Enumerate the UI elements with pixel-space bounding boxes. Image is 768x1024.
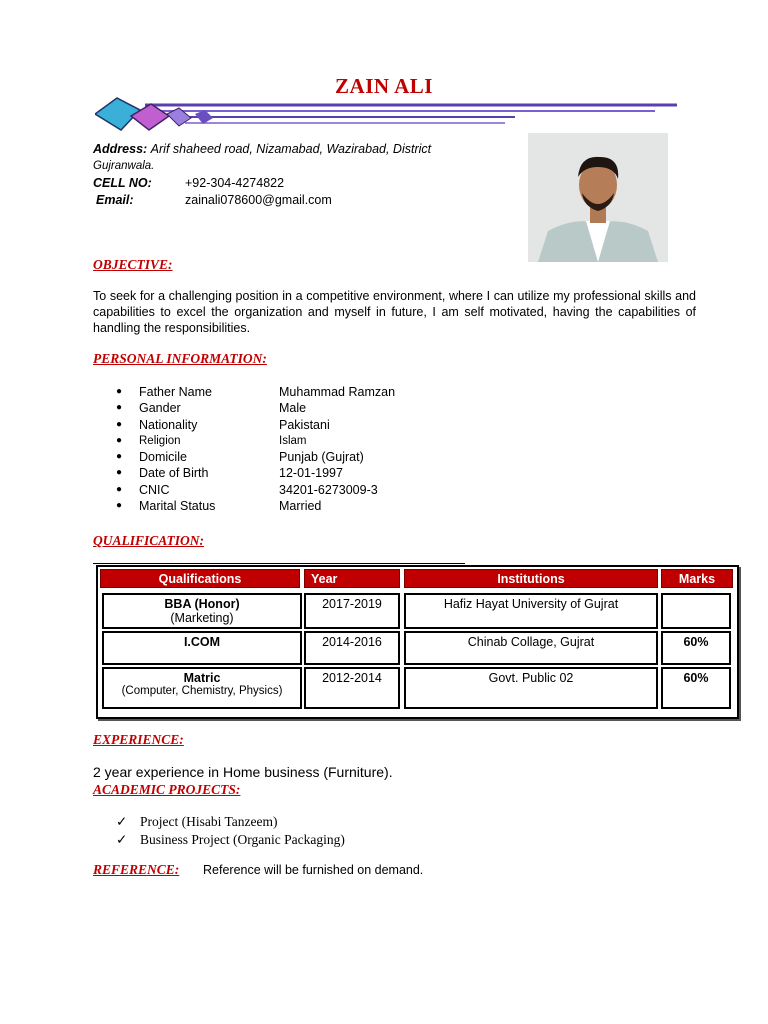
table-cell-institution: Govt. Public 02 [404, 667, 658, 709]
bullet-icon: ● [116, 451, 123, 463]
info-value: 12-01-1997 [279, 466, 343, 481]
info-key: Gander [139, 401, 181, 416]
objective-text: To seek for a challenging position in a competitive environment, where I can utilize my professional skills and capabilities to excel the organization and myself in future, I am self motivated, having the capabilities of handling the responsibilities. [93, 289, 696, 335]
qualification-sub: (Marketing) [170, 611, 234, 625]
info-value: 34201-6273009-3 [279, 482, 378, 497]
qualification-title: I.COM [183, 635, 221, 649]
list-item [116, 465, 395, 481]
qualification-divider [93, 563, 465, 564]
list-item [116, 482, 395, 498]
email-value: zainali078600@gmail.com [185, 193, 332, 207]
qualification-heading: QUALIFICATION: [93, 533, 205, 548]
project-label: Business Project (Organic Packaging) [140, 832, 345, 847]
list-item [116, 498, 395, 514]
address-value: Arif shaheed road, Nizamabad, Wazirabad, District [150, 142, 432, 156]
table-cell-year: 2017-2019 [304, 593, 400, 629]
table-cell-qualification [102, 593, 302, 629]
table-cell-qualification [102, 631, 302, 665]
table-cell-marks: 60% [661, 667, 731, 709]
info-value: Pakistani [279, 417, 330, 432]
profile-photo [528, 133, 668, 262]
col-header-institutions: Institutions [404, 569, 658, 588]
project-label: Project (Hisabi Tanzeem) [140, 814, 278, 829]
projects-list [116, 813, 345, 849]
reference-heading: REFERENCE: [93, 862, 180, 877]
address-value-line2: Gujranwala. [93, 160, 155, 172]
bullet-icon: ● [116, 434, 123, 446]
list-item [116, 813, 345, 831]
bullet-icon: ● [116, 418, 123, 430]
table-cell-institution: Chinab Collage, Gujrat [404, 631, 658, 665]
info-key: Father Name [139, 385, 212, 399]
info-key: Religion [139, 434, 181, 447]
header-decoration [95, 96, 685, 136]
list-item [116, 417, 395, 433]
table-cell-qualification [102, 667, 302, 709]
objective-heading: OBJECTIVE: [93, 257, 173, 272]
info-key: Marital Status [139, 499, 216, 514]
checkmark-icon: ✓ [116, 814, 128, 829]
table-cell-marks [661, 593, 731, 629]
cell-label: CELL NO: [93, 176, 152, 190]
bullet-icon: ● [116, 467, 123, 479]
list-item [116, 400, 395, 416]
col-header-marks: Marks [661, 569, 733, 588]
qualification-sub: (Computer, Chemistry, Physics) [121, 685, 283, 697]
qualification-title: Matric [183, 671, 221, 685]
personal-info-list [116, 384, 395, 514]
info-value: Punjab (Gujrat) [279, 450, 364, 465]
bullet-icon: ● [116, 402, 123, 414]
qualification-title: BBA (Honor) [164, 597, 240, 611]
table-cell-year: 2012-2014 [304, 667, 400, 709]
info-value: Married [279, 499, 322, 514]
resume-name: ZAIN ALI [335, 74, 433, 98]
address-label: Address: [93, 142, 148, 156]
qualification-table [96, 565, 739, 719]
col-header-year: Year [304, 569, 400, 588]
table-cell-marks: 60% [661, 631, 731, 665]
list-item [116, 449, 395, 465]
projects-heading: ACADEMIC PROJECTS: [93, 782, 241, 797]
experience-heading: EXPERIENCE: [93, 732, 184, 747]
experience-text: 2 year experience in Home business (Furniture). [93, 764, 393, 780]
cell-value: +92-304-4274822 [185, 176, 285, 190]
info-value: Muhammad Ramzan [279, 385, 396, 399]
info-key: Date of Birth [139, 466, 209, 481]
info-value: Male [279, 401, 307, 416]
bullet-icon: ● [116, 386, 123, 397]
info-key: Domicile [139, 450, 187, 465]
checkmark-icon: ✓ [116, 832, 128, 847]
list-item [116, 384, 395, 400]
info-key: Nationality [139, 417, 198, 432]
email-label: Email: [96, 193, 134, 207]
col-header-qualifications: Qualifications [100, 569, 300, 588]
list-item [116, 831, 345, 849]
reference-text: Reference will be furnished on demand. [203, 863, 424, 877]
table-cell-year: 2014-2016 [304, 631, 400, 665]
info-value: Islam [279, 434, 307, 447]
contact-block [93, 141, 431, 209]
personal-info-heading: PERSONAL INFORMATION: [93, 351, 267, 366]
bullet-icon: ● [116, 500, 123, 512]
bullet-icon: ● [116, 483, 123, 495]
table-cell-institution: Hafiz Hayat University of Gujrat [404, 593, 658, 629]
info-key: CNIC [139, 482, 170, 497]
list-item [116, 433, 395, 449]
person-illustration [528, 133, 668, 262]
